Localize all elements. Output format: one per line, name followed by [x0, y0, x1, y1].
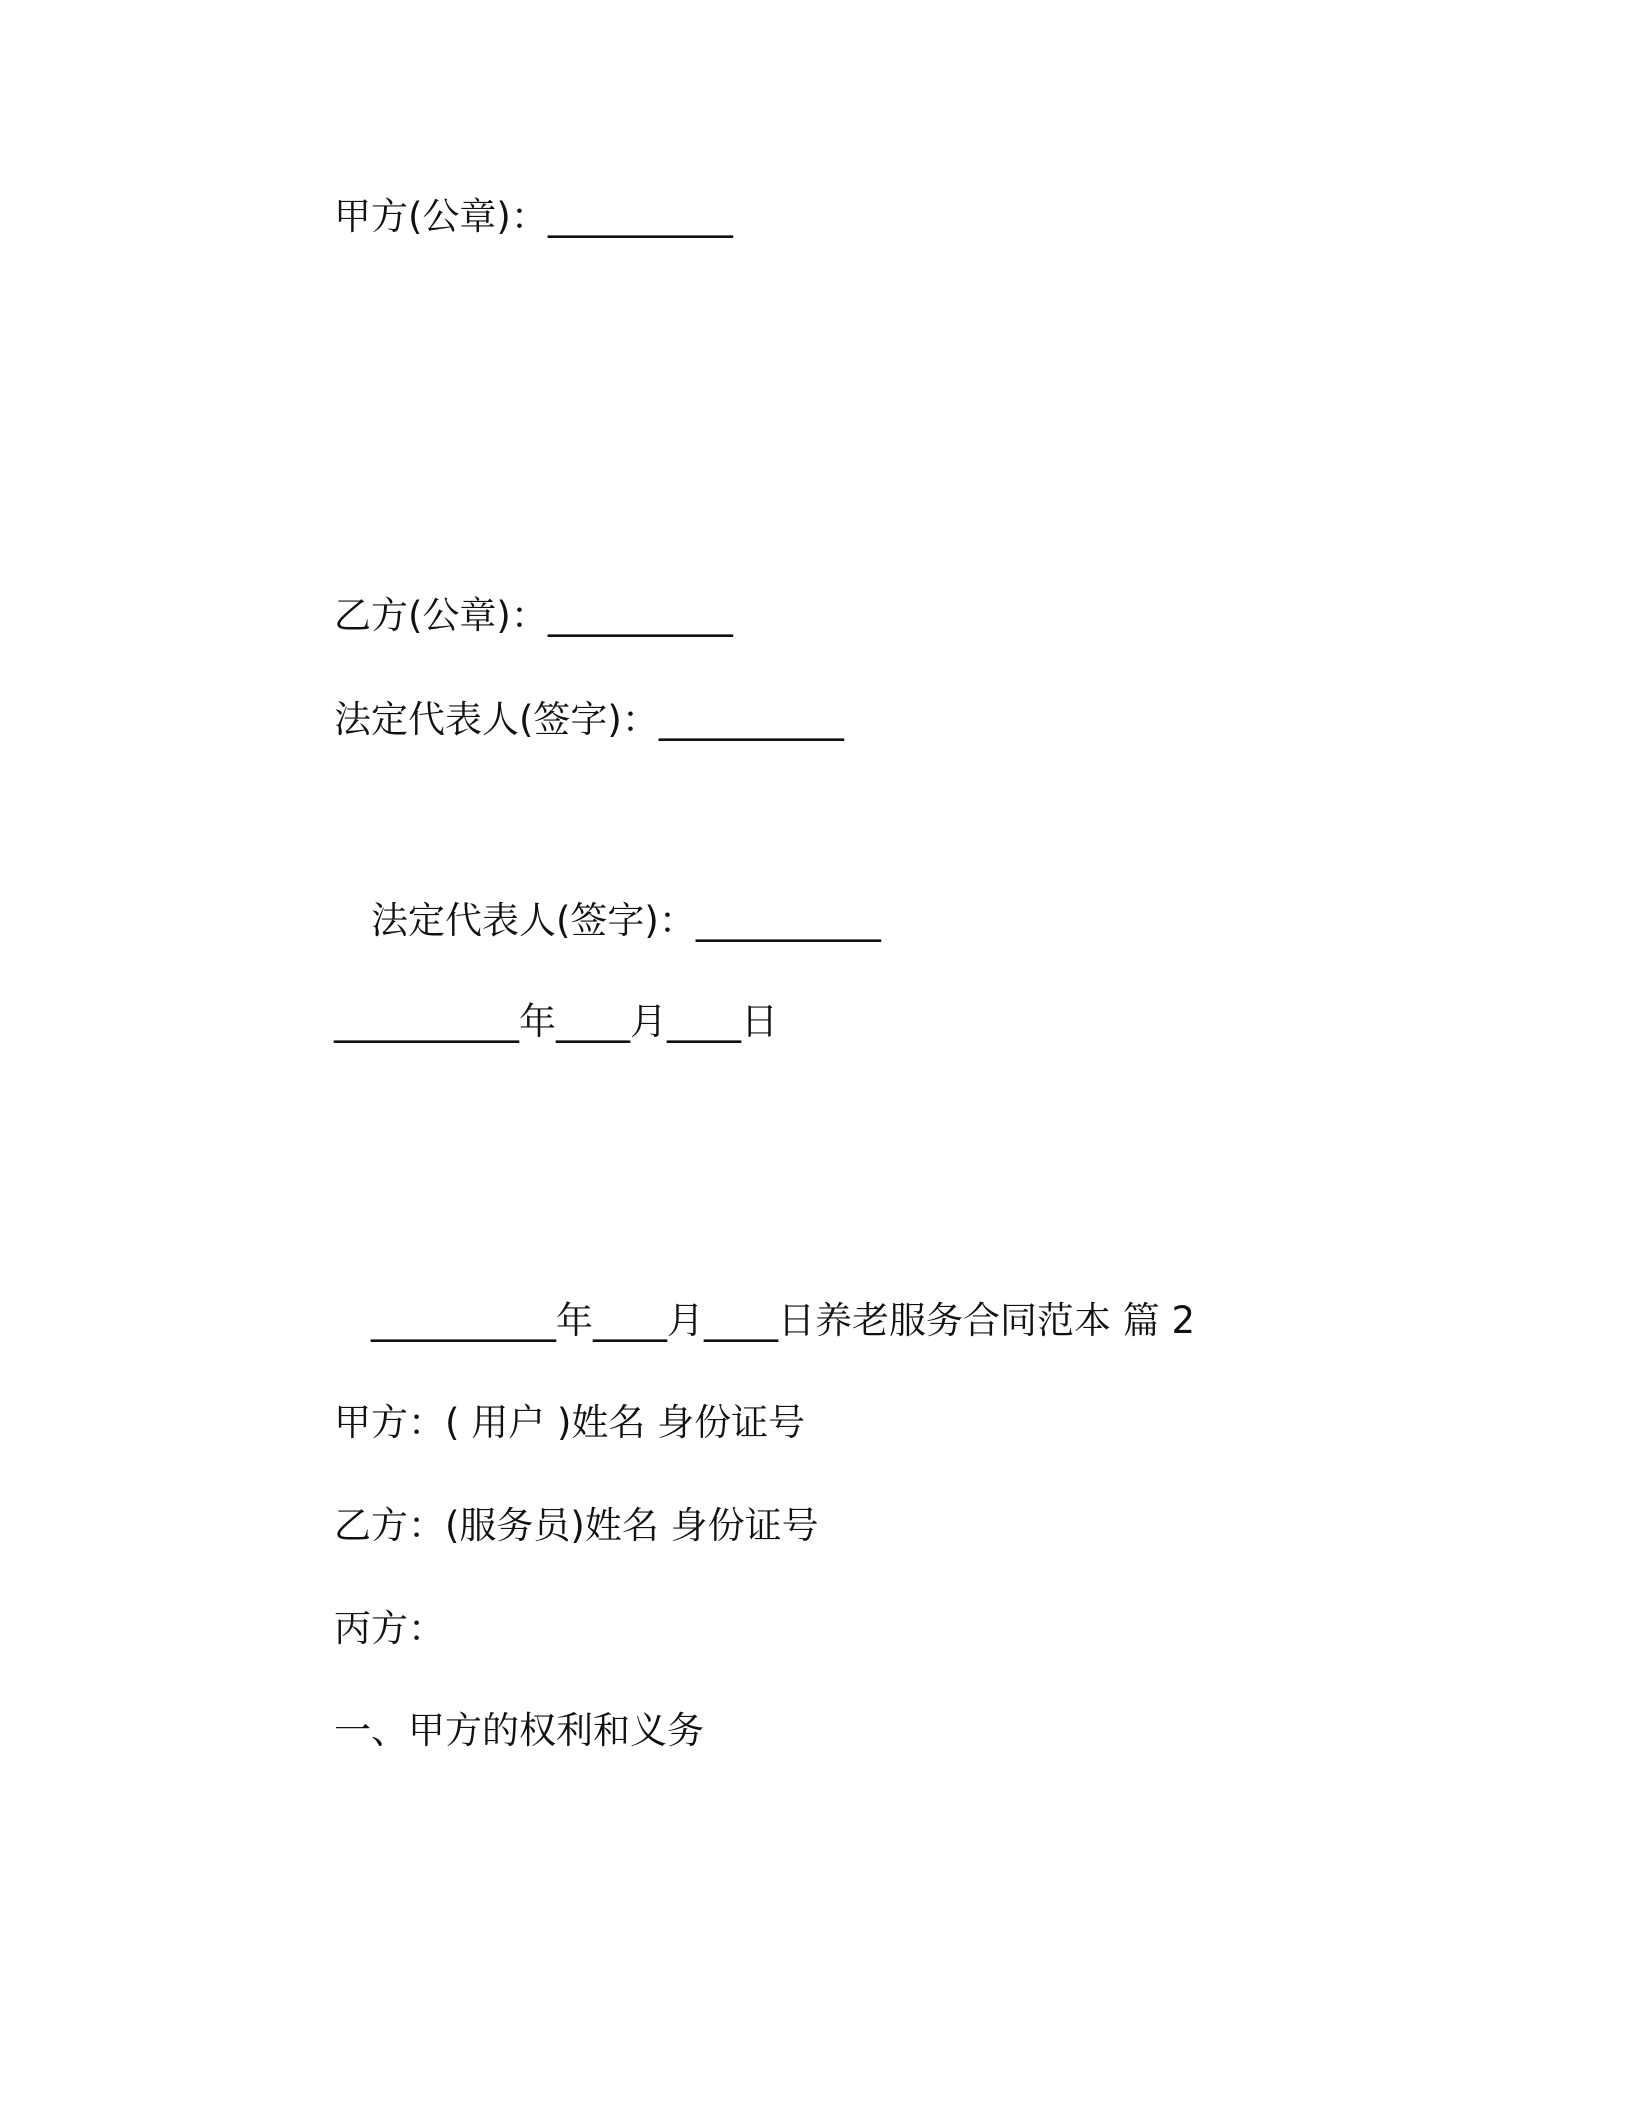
- legal-representative-signature-line-2: 法定代表人(签字)：__________: [371, 899, 881, 942]
- party-b-seal-line: 乙方(公章)：__________: [334, 594, 733, 637]
- party-a-user-line: 甲方：( 用户 )姓名 身份证号: [334, 1401, 806, 1444]
- legal-representative-signature-line: 法定代表人(签字)：__________: [334, 698, 844, 741]
- section-heading-contract-2: __________年____月____日养老服务合同范本 篇 2: [371, 1299, 1196, 1342]
- party-a-rights-heading: 一、甲方的权利和义务: [334, 1709, 704, 1752]
- party-c-line: 丙方：: [334, 1607, 445, 1650]
- party-b-servant-line: 乙方：(服务员)姓名 身份证号: [334, 1504, 819, 1547]
- party-a-seal-line: 甲方(公章)：__________: [334, 195, 733, 238]
- date-line: __________年____月____日: [334, 1000, 778, 1043]
